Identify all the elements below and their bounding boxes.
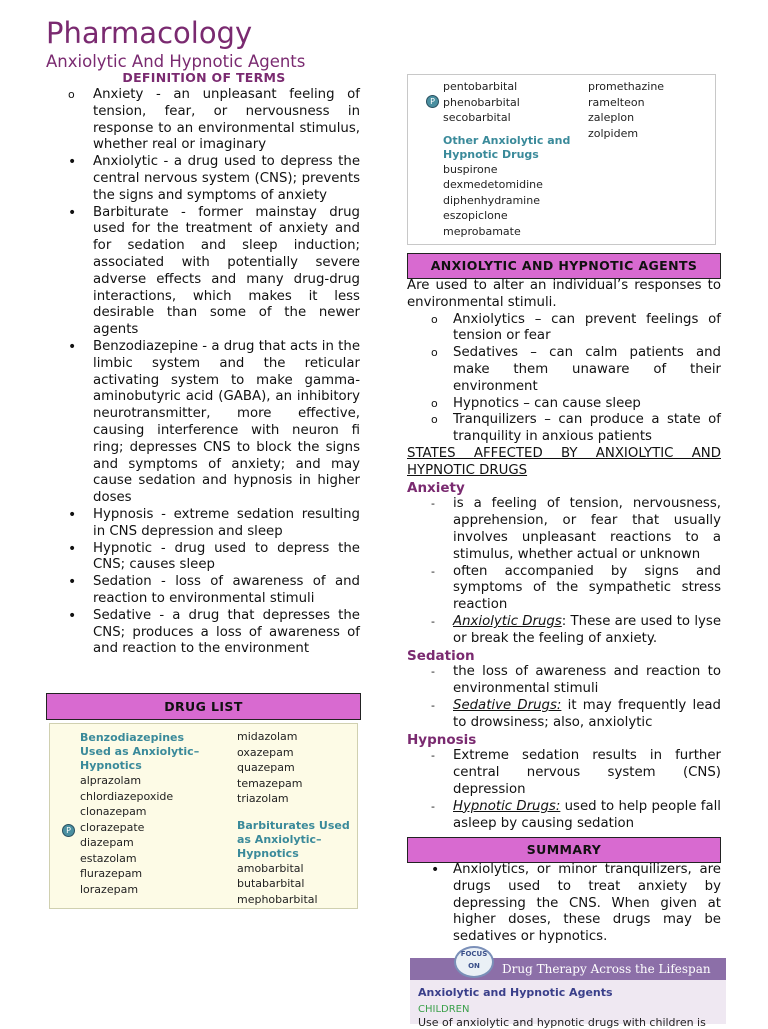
focus-on-badge-icon bbox=[454, 946, 494, 978]
definition-text: Hypnotic - drug used to depress the CNS; causes sleep bbox=[93, 540, 360, 573]
focus-group-label: CHILDREN bbox=[418, 1004, 470, 1015]
dash-bullet-icon: - bbox=[431, 614, 435, 628]
other-drugs-col-2 bbox=[588, 79, 708, 141]
drug-item: zolpidem bbox=[588, 126, 639, 140]
dash-bullet-icon: - bbox=[431, 564, 435, 578]
drug-item: mephobarbital bbox=[237, 892, 318, 906]
agent-text: Hypnotics – can cause sleep bbox=[453, 395, 641, 411]
drug-item: alprazolam bbox=[80, 774, 142, 787]
bullet-icon: • bbox=[68, 574, 77, 591]
other-drugs-table bbox=[407, 74, 716, 245]
drug-item: diazepam bbox=[80, 836, 134, 849]
hypnosis-item bbox=[407, 748, 721, 798]
other-drugs-col-1 bbox=[443, 79, 583, 239]
focus-heading: Anxiolytic and Hypnotic Agents bbox=[418, 986, 613, 999]
drug-item: promethazine bbox=[588, 80, 665, 93]
drug-item: clorazepate bbox=[80, 820, 145, 834]
definition-item bbox=[68, 339, 360, 507]
drug-item: flurazepam bbox=[80, 867, 143, 880]
drug-item: midazolam bbox=[237, 730, 298, 743]
drug-item: ramelteon bbox=[588, 95, 645, 109]
page-subtitle: Anxiolytic And Hypnotic Agents bbox=[46, 52, 306, 71]
anxiety-item bbox=[407, 564, 721, 614]
bullet-icon: • bbox=[68, 154, 77, 171]
drug-item: chlordiazepoxide bbox=[80, 789, 174, 803]
drug-item: eszopiclone bbox=[443, 209, 508, 222]
drug-list-col-2 bbox=[237, 729, 355, 907]
summary-item bbox=[407, 862, 721, 946]
summary-text: Anxiolytics, or minor tranquilizers, are drugs used to treat anxiety by depressing the CNS. When given at higher doses, these drugs may be sedatives or hypnotics. bbox=[453, 862, 721, 945]
agent-text: Tranquilizers – can produce a state of tranquility in anxious patients bbox=[453, 412, 721, 445]
prototype-drug-icon: P bbox=[426, 95, 439, 108]
circle-bullet-icon: o bbox=[431, 396, 438, 410]
hypnosis-item bbox=[407, 799, 721, 833]
definition-item bbox=[68, 574, 360, 608]
agent-item bbox=[407, 312, 721, 346]
bullet-icon: • bbox=[68, 506, 77, 523]
definition-item bbox=[68, 154, 360, 204]
bullet-icon: • bbox=[68, 540, 77, 557]
drug-item: pentobarbital bbox=[443, 80, 518, 93]
definition-heading: DEFINITION OF TERMS bbox=[122, 70, 286, 85]
definition-item bbox=[68, 541, 360, 575]
drug-list-table bbox=[49, 723, 358, 909]
anxiety-heading: Anxiety bbox=[407, 479, 465, 496]
summary-section bbox=[407, 862, 721, 946]
circle-bullet-icon: o bbox=[431, 346, 438, 360]
definition-text: Hypnosis - extreme sedation resulting in CNS depression and sleep bbox=[93, 506, 360, 539]
benzodiazepines-heading: Benzodiazepines Used as Anxiolytic–Hypnotics bbox=[80, 731, 200, 772]
drug-item: butabarbital bbox=[237, 877, 305, 890]
definition-text: Sedation - loss of awareness of and reaction to environmental stimuli bbox=[93, 574, 360, 606]
focus-badge-text: FOCUS ON bbox=[460, 950, 488, 970]
hypnosis-list bbox=[407, 748, 721, 832]
anxiety-text: : These are used to lyse or break the feeling of anxiety. bbox=[453, 613, 722, 646]
dash-bullet-icon: - bbox=[431, 799, 435, 813]
agent-item bbox=[407, 412, 721, 446]
drug-item: secobarbital bbox=[443, 111, 511, 124]
drug-item: meprobamate bbox=[443, 224, 521, 238]
drug-item: estazolam bbox=[80, 851, 137, 865]
bullet-icon: • bbox=[68, 338, 77, 355]
dash-bullet-icon: - bbox=[431, 749, 435, 763]
drug-item: phenobarbital bbox=[443, 95, 520, 109]
definition-item bbox=[68, 608, 360, 658]
drug-item: dexmedetomidine bbox=[443, 178, 543, 191]
focus-band-title: Drug Therapy Across the Lifespan bbox=[410, 958, 726, 980]
sedation-text: the loss of awareness and reaction to environmental stimuli bbox=[453, 664, 721, 697]
agent-text: Anxiolytics – can prevent feelings of tension or fear bbox=[453, 311, 721, 344]
drug-item: amobarbital bbox=[237, 861, 304, 875]
bullet-icon: • bbox=[68, 607, 77, 624]
anxiety-item bbox=[407, 496, 721, 563]
sedation-list bbox=[407, 664, 721, 731]
focus-on-lifespan-box bbox=[410, 950, 726, 1029]
dash-bullet-icon: - bbox=[431, 497, 435, 511]
hypnosis-text: Extreme sedation results in further central nervous system (CNS) depression bbox=[453, 748, 721, 797]
barbiturates-heading: Barbiturates Used as Anxiolytic–Hypnotics bbox=[237, 818, 350, 860]
definition-text: Anxiety - an unpleasant feeling of tension, fear, or nervousness in response to an environmental stimulus, whether real or imaginary bbox=[93, 87, 360, 153]
definition-list bbox=[68, 87, 360, 658]
definition-item bbox=[68, 205, 360, 339]
hypnosis-heading: Hypnosis bbox=[407, 731, 477, 748]
agents-intro: Are used to alter an individual’s responses to environmental stimuli. bbox=[407, 278, 721, 310]
hypnosis-text: used to help people fall asleep by causing sedation bbox=[453, 798, 721, 831]
drug-item: oxazepam bbox=[237, 745, 294, 759]
agents-section bbox=[407, 278, 721, 832]
agents-list bbox=[407, 312, 721, 446]
drug-list-heading: DRUG LIST bbox=[46, 693, 361, 720]
sedation-item bbox=[407, 664, 721, 698]
drug-item: quazepam bbox=[237, 761, 295, 774]
anxiolytic-drugs-term: Anxiolytic Drugs bbox=[453, 613, 562, 629]
drug-item: clonazepam bbox=[80, 805, 147, 818]
agents-heading: ANXIOLYTIC AND HYPNOTIC AGENTS bbox=[407, 253, 721, 279]
drug-item: zaleplon bbox=[588, 111, 635, 124]
drug-item: lorazepam bbox=[80, 882, 139, 896]
anxiety-item bbox=[407, 614, 721, 648]
bullet-icon: • bbox=[68, 204, 77, 221]
circle-bullet-icon: o bbox=[431, 312, 438, 326]
sedation-heading: Sedation bbox=[407, 647, 475, 664]
summary-heading: SUMMARY bbox=[407, 837, 721, 863]
prototype-drug-icon: P bbox=[62, 824, 75, 837]
dash-bullet-icon: - bbox=[431, 698, 435, 712]
definition-text: Anxiolytic - a drug used to depress the central nervous system (CNS); prevents the signs and symptoms of anxiety bbox=[93, 154, 360, 203]
agent-item bbox=[407, 345, 721, 395]
circle-bullet-icon: o bbox=[68, 88, 75, 101]
anxiety-text: often accompanied by signs and symptoms of the sympathetic stress reaction bbox=[453, 563, 721, 613]
drug-item: diphenhydramine bbox=[443, 193, 540, 207]
focus-text: Use of anxiolytic and hypnotic drugs with children is bbox=[418, 1016, 706, 1029]
anxiety-list bbox=[407, 496, 721, 647]
hypnotic-drugs-term: Hypnotic Drugs: bbox=[453, 798, 561, 814]
drug-item: triazolam bbox=[237, 792, 289, 805]
definition-text: Barbiturate - former mainstay drug used for the treatment of anxiety and for sedation and sleep induction; associated with potentially severe adverse effects and many drug-drug interactions, which makes it less desirable than some of the newer agents bbox=[93, 204, 360, 338]
summary-list bbox=[407, 862, 721, 946]
sedation-text: it may frequently lead to drowsiness; also, anxiolytic bbox=[453, 697, 721, 730]
definition-text: Benzodiazepine - a drug that acts in the limbic system and the reticular activating system to make gamma-aminobutyric acid (GABA), an inhibitory neurotransmitter, more effective, causing interference with neuron fi ring; depresses CNS to block the signs and symptoms of anxiety; and may cause sedation and hypnosis in higher doses bbox=[93, 338, 360, 506]
sedation-item bbox=[407, 698, 721, 732]
agent-text: Sedatives – can calm patients and make them unaware of their environment bbox=[453, 345, 721, 394]
drug-item: temazepam bbox=[237, 776, 303, 790]
page-title: Pharmacology bbox=[46, 16, 253, 50]
dash-bullet-icon: - bbox=[431, 665, 435, 679]
definition-item bbox=[68, 87, 360, 154]
circle-bullet-icon: o bbox=[431, 413, 438, 427]
sedative-drugs-term: Sedative Drugs: bbox=[453, 697, 562, 713]
definition-item bbox=[68, 507, 360, 541]
agent-item bbox=[407, 396, 721, 413]
definition-text: Sedative - a drug that depresses the CNS; produces a loss of awareness of and reaction to the environment bbox=[93, 607, 360, 657]
drug-item: buspirone bbox=[443, 162, 498, 176]
other-drugs-heading: Other Anxiolytic and Hypnotic Drugs bbox=[443, 133, 571, 161]
anxiety-text: is a feeling of tension, nervousness, apprehension, or fear that usually involves unpleasant reactions to a stimulus, whether actual or unknown bbox=[453, 496, 721, 562]
states-heading: STATES AFFECTED BY ANXIOLYTIC AND HYPNOTIC DRUGS bbox=[407, 445, 721, 478]
bullet-icon: • bbox=[431, 862, 440, 878]
drug-list-col-1 bbox=[80, 731, 215, 897]
